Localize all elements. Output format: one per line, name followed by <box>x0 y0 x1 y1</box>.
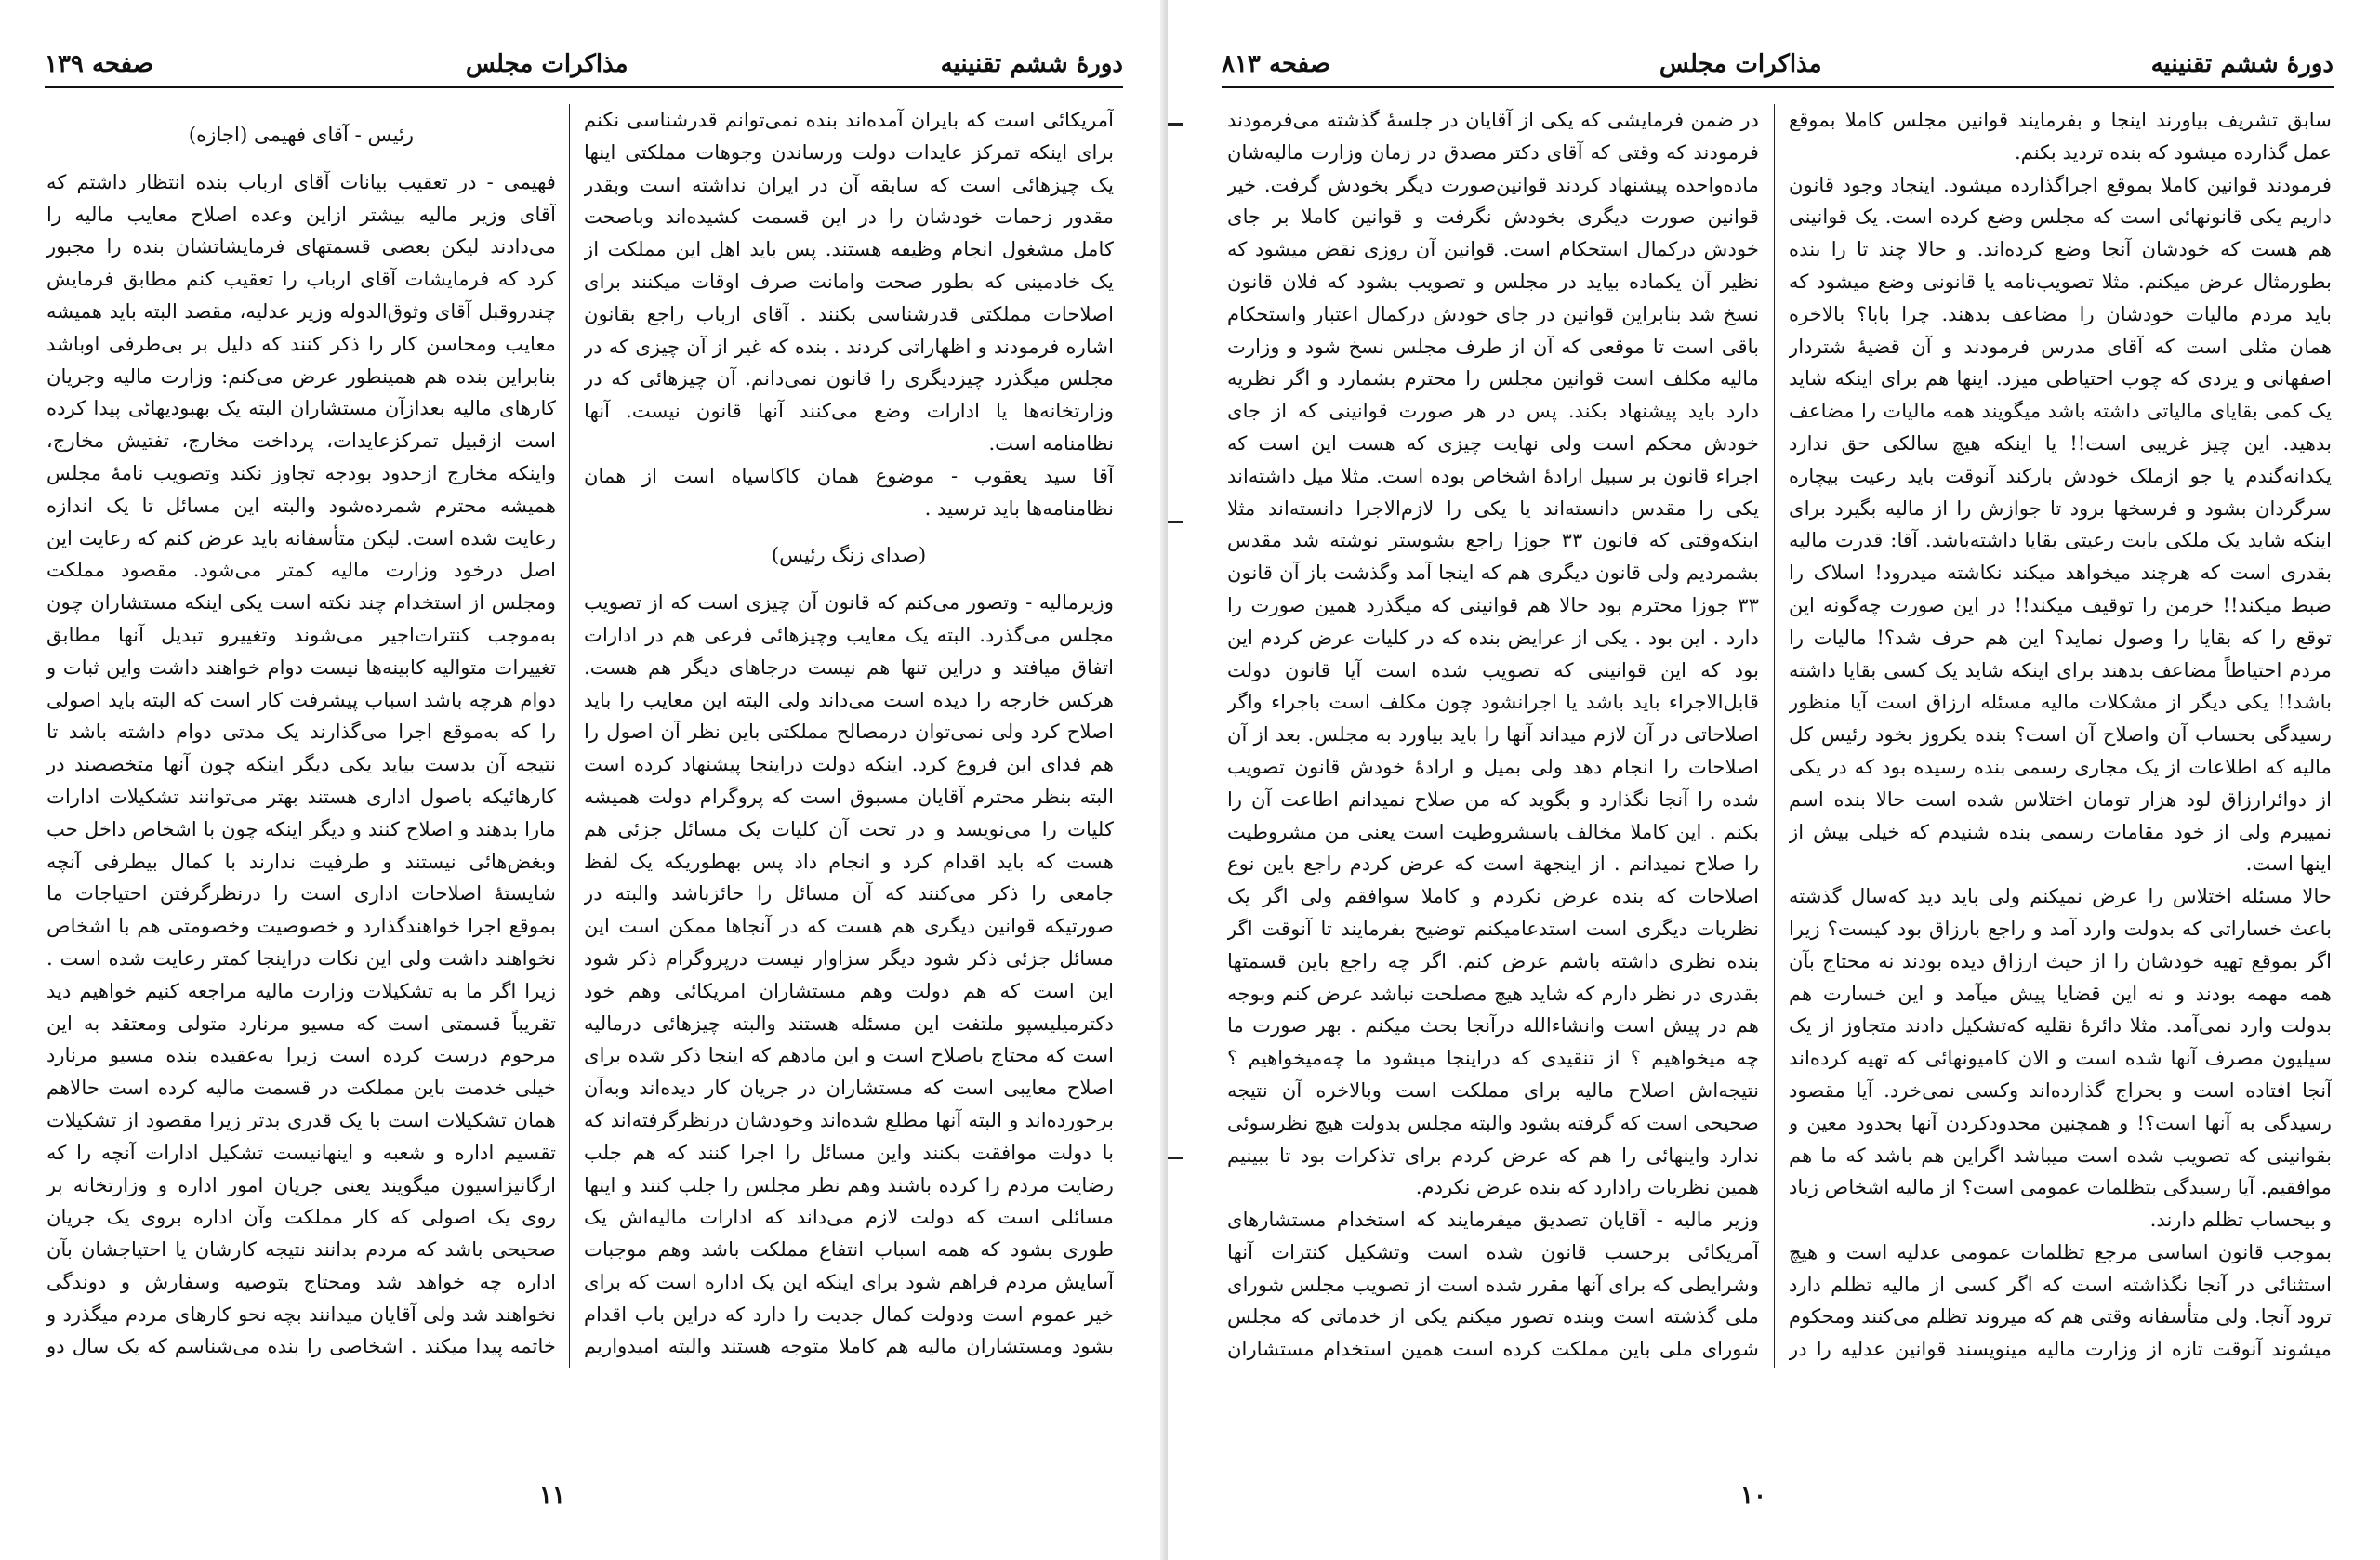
header-title: مذاکرات مجلس <box>465 50 628 78</box>
margin-mark <box>1168 123 1183 126</box>
left-page-header <box>45 45 1123 88</box>
paragraph: در ضمن فرمایشی که یکی از آقایان در جلسهٔ گذشته می‌فرمودند فرمودند که وقتی که آقای دکتر مصدق در زمان وزارت مالیه‌شان ماده‌واحده پیشنهاد کردند قوانین‌صورت دیگر بخودش گرفت. خیر قوانین صورت دیگری بخودش نگرفت و قوانین کاملا بر جای خودش درکمال استحکام است. قوانین آن روزی نقض میشود که نظیر آن یکماده بیاید در مجلس و تصویب بشود که فلان قانون نسخ شد بنابراین قوانین در جای خودش درکمال اعتبار واستحکام باقی است تا موقعی که آن از طرف مجلس نسخ شود و وزارت مالیه مکلف است قوانین مجلس را محترم بشمارد و اگر نظریه دارد باید پیشنهاد بکند. پس در هر صورت قوانینی که از جای خودش محکم است ولی نهایت چیزی که هست این است که اجراء قانون بر سبیل ارادهٔ اشخاص بوده است. مثلا میل داشته‌اند یکی را مقدس دانسته‌اند یا یکی را لازم‌الاجرا دانسته‌اند مثلا اینکه‌وقتی که قانون ۳۳ جوزا راجع بشوستر نوشته شد مقدس بشمردیم ولی قانون دیگری هم که اینجا آمد وگذشت باز آن قانون ۳۳ جوزا محترم بود حالا هم قوانینی که میگذرد همین صورت را دارد . این بود . یکی از عرایض بنده که در کلیات عرض کردم این بود که این قوانینی که تصویب شده است آیا قانون دولت قابل‌الاجراء باید باشد یا اجرانشود چون مکلف است باجراء واگر اصلاحاتی در آن لازم میداند آنها را باید بیاورد به مجلس. بعد از آن اصلاحات را انجام دهد ولی بمیل و ارادهٔ خودش قانون تصویب شده را آنجا نگذارد و بگوید که من صلاح نمیدانم اطاعت آن را بکنم . این کاملا مخالف باسشروطیت است یعنی من مشروطیت را صلاح نمیدانم . از اینجهة است که عرض کردم راجع باین نوع اصلاحات که بنده عرض نکردم و کاملا سوافقم ولی اگر یک نظریات دیگری است استدعامیکنم توضیح بفرمایند تا آنوقت اگر بنده نظری داشته باشم عرض کنم. اگر چه راجع باین قسمتها بقدری در نظر دارم که شاید هیچ مصلحت نباشد عرض کنم وبوجه هم در پیش است وانشاءالله درآنجا بحث میکنم . بهر صورت ما چه میخواهیم ؟ از تنقیدی که دراینجا میشود ما چه‌میخواهیم ؟ نتیجه‌اش اصلاح مالیه برای مملکت است وبالاخره آن نتیجه صحیحی است که گرفته بشود والبته مجلس بدولت هیچ نظرسوئی ندارد واینهائی را هم که عرض کردم برای تذکرات بود تا ببینیم همین نظریات رادارد که بنده عرض نکردم. <box>1227 108 1759 1199</box>
paragraph: بموجب قانون اساسی مرجع تظلمات عمومی عدلیه است و هیچ استثنائی در آنجا نگذاشته است که اگر کسی از مالیه تظلم دارد ترود آنجا. ولی متأسفانه وقتی هم که میروند تظلم می‌کنند ومحکوم میشوند آنوقت تازه از وزارت مالیه مینویسند قوانین عدلیه را در <box>1789 1239 2332 1361</box>
left-page-right-column <box>584 104 1114 1368</box>
page-number: ۱۰ <box>1740 1482 1766 1510</box>
column-divider <box>1774 104 1775 1368</box>
paragraph-centered: (صدای زنگ رئیس) <box>771 543 927 567</box>
paragraph: آمریکائی است که بایران آمده‌اند بنده نمی‌توانم قدرشناسی نکنم برای اینکه تمرکز عایدات دولت ورساندن وجوهات مملکتی اینها یک چیزهائی است که سابقه آن در ایران نداشته است وبقدر مقدور زحمات خودشان را در این قسمت کشیده‌اند وباصحت کامل مشغول انجام وظیفه هستند. پس باید اهل این مملکت از یک خادمینی که بطور صحت وامانت صرف اوقات میکنند برای اصلاحات مملکتی قدرشناسی بکنند . آقای ارباب راجع بقانون اشاره فرمودند و اظهاراتی کردند . بنده که غیر از آن چیزی که در مجلس میگذرد چیزدیگری را قانون نمی‌دانم. آن چیزهائی که در وزارتخانه‌ها یا ادارات وضع می‌کنند آنها قانون نیست. آنها نظامنامه است. <box>584 108 1114 455</box>
session-label: دورهٔ ششم تقنینیه <box>940 50 1123 78</box>
margin-mark <box>1168 1157 1183 1159</box>
header-title: مذاکرات مجلس <box>1659 50 1822 78</box>
right-page <box>1168 0 2380 1560</box>
header-page-label: صفحه ۱۳۹ <box>45 50 153 78</box>
paragraph: حالا مسئله اختلاس را عرض نمیکنم ولی باید دید که‌سال گذشته باعث خساراتی که بدولت وارد آمد و راجع بارزاق بود کیست؟ زیرا اگر بموقع تهیه خودشان را از حیث ارزاق دیده بودند نه محتاج بآن همه‌ مهمه بودند و نه این قضایا پیش میآمد و این خسارت هم بدولت وارد نمی‌آمد. مثلا دائرهٔ نقلیه که‌تشکیل دادند متجاوز از یک سیلیون مصرف آنها شده است و الان کامیونهائی که تهیه کرده‌اند آنجا افتاده است و بحراج گذارده‌اند وکسی نمی‌خرد. آیا مقصود رسیدگی به آنها است؟! و همچنین محدودکردن آنها بحدود معین و بقوانینی که تصویب شده است میباشد اگراین هم باشد که ما هم موافقیم. آیا رسیدگی بتظلمات عمومی است؟ از مالیه اشخاص زیاد و بیحساب تظلم دارند. <box>1789 884 2332 1232</box>
left-page <box>0 0 1168 1560</box>
paragraph: فرمودند قوانین کاملا بموقع اجراگذارده میشود. اینجاد وجود قانون داریم یکی قانونهائی است که مجلس وضع کرده است. یک قوانینی هم هست که خودشان آنجا وضع کرده‌اند. و حالا چند تا را بنده بطورمثال عرض میکنم. مثلا تصویب‌نامه یا قانونی وضع میشود که باید مردم مالیات خودشان را مضاعف بدهند. چرا بابا؟ بالاخره همان مثلی است که آقای مدرس فرمودند و آن قضیهٔ شتردار اصفهانی و یزدی که چوب احتیاطی میزد. اینها هم برای اینکه شاید یک کمی بقایای مالیاتی داشته باشد میگویند همه مالیات را مضاعف بدهید. این چیز غریبی است!! یا اینکه هیچ سالکی حق ندارد یکدانه‌گندم یا جو ازملک خودش بارکند آنوقت باید رعیت بیچاره سرگردان بشود و فرسخها برود تا جوازش را از مالیه بگیرد برای اینکه شاید یک ملکی بابت رعیتی بقایا داشته‌باشد. آقا: قدرت مالیه بقدری است که هرچند میخواهد میکند نکاشته میدرود! اسلاک را ضبط میکند!! خرمن را توقیف میکند!! در این صورت چه‌گونه این توقع را که بقایا را وصول نماید؟ این هم حرف شد؟! مالیات را مردم احتیاطاً مضاعف بدهند برای اینکه شاید یک کسی بقایا داشته باشد!! یکی دیگر از مشکلات مالیه مسئله ارزاق است آیا منظور رسیدگی بحساب آن واصلاح آن است؟ بنده یکروز بخود رئیس کل مالیه که اطلاعات از یک مجاری رسمی بنده رسیده بود که در یکی از دوائرارزاق لود هزار تومان اختلاس شده است حالا بنده اسم نمیبرم ولی از خود مقامات رسمی بنده شنیدم که خیلی بیش از اینها است. <box>1789 172 2332 876</box>
paragraph: سابق تشریف بیاورند اینجا و بفرمایند قوانین مجلس کاملا بموقع عمل گذارده میشود که بنده تردید بکنم. <box>1789 108 2332 164</box>
margin-mark <box>1168 521 1183 523</box>
column-divider <box>569 104 570 1368</box>
paragraph: وزیرمالیه - وتصور می‌کنم که قانون آن چیزی است که از تصویب مجلس می‌گذرد. البته یک معایب وچیزهائی فرعی هم در ادارات اتفاق میافتد و دراین تنها هم نیست درجاهای دیگر هم هست. هرکس خارجه را دیده است می‌داند ولی البته این معایب را باید اصلاح کرد ولی نمی‌توان درمصالح مملکتی باین نظر آن اصول را هم فدای این فروع کرد. اینکه دولت دراینجا پیشنهاد کرده است البته بنظر محترم آقایان مسبوق است که پروگرام دولت همیشه کلیات را می‌نویسد و در تحت آن کلیات یک مسائل جزئی هم هست که باید اقدام کرد و انجام داد پس بهطوریکه یک لفظ جامعی را ذکر می‌کنند که آن مسائل را حائزباشد والبته در صورتیکه قوانین دیگری هم هست که در آنجاها ممکن است این مسائل جزئی ذکر شود دیگر سزاوار نیست درپروگرام ذکر شود این است که هم دولت وهم مستشاران امریکائی وهم خود دکترمیلیسپو ملتفت این مسئله هستند والبته چیزهائی درمالیه است که محتاج باصلاح است و این مادهم که اینجا ذکر شده برای اصلاح معایبی است که مستشاران در جریان کار دیده‌اند وبه‌آن برخورده‌اند و البته آنها مطلع شده‌اند وخودشان درنظرگرفته‌اند که با دولت موافقت بکنند واین مسائل را اجرا کنند که هم جلب رضایت مردم را کرده باشند وهم نظر مجلس را جلب کنند و اینها مسائلی است که دولت لازم می‌داند که ادارات مالیه‌اش یک طوری بشود که همه اسباب انتفاع مملکت باشد وهم موجبات آسایش مردم فراهم شود برای اینکه این یک اداره است که برای خیر عموم است ودولت کمال جدیت را دارد که دراین باب اقدام بشود ومستشاران مالیه هم کاملا متوجه هستند والبته امیدواریم <box>584 590 1114 1358</box>
paragraph-centered: رئیس - آقای فهیمی (اجازه) <box>188 123 415 146</box>
session-label: دورهٔ ششم تقنینیه <box>2150 50 2334 78</box>
page-number: ۱۱ <box>539 1482 565 1510</box>
paragraph: آقا سید یعقوب - موضوع همان کاکاسیاه است از همان نظامنامه‌ها باید ترسید . <box>584 463 1114 520</box>
right-page-left-column <box>1227 104 1759 1368</box>
right-page-header <box>1222 45 2334 88</box>
paragraph: فهیمی - در تعقیب بیانات آقای ارباب بنده انتظار داشتم که آقای وزیر مالیه بیشتر ازاین وعده اصلاح معایب مالیه را می‌دادند لیکن بعضی قسمتهای فرمایشاتشان بنده را مجبور کرد که فرمایشات آقای ارباب را تعقیب کنم مطابق فرمایش چندروقبل آقای وثوق‌الدوله وزیر عدلیه، مقصد البته باید همیشه معایب ومحاسن کار را ذکر کنند که دلیل بر بی‌طرفی اوباشد بنابراین بنده هم همینطور عرض می‌کنم: وزارت مالیه وجریان کارهای مالیه بعدازآن مستشاران البته یک بهبودیهائی پیدا کرده است ازقبیل تمرکزعایدات، پرداخت مخارج، تفتیش مخارج، واینکه مخارج ازحدود بودجه تجاوز نکند وتصویب نامهٔ مجلس همیشه محترم شمرده‌شود والبته این مسائل تا یک اندازه رعایت شده است. لیکن متأسفانه باید عرض کنم که رعایت این اصل درخود وزارت مالیه کمتر می‌شود. مقصود مملکت ومجلس از استخدام چند نکته است یکی اینکه مستشاران چون به‌موجب کنترات‌اجیر می‌شوند وتغییرو تبدیل آنها مطابق تغییرات متوالیه کابینه‌ها نیست دوام خواهند داشت واین ثبات و دوام هرچه باشد اسباب پیشرفت کار است که البته باید اصولی را که به‌موقع اجرا می‌گذارند یک مدتی دوام داشته باشد تا نتیجه آن بدست بیاید یکی دیگر اینکه چون آنها متخصصند در کارهائیکه باصول اداری هستند بهتر می‌توانند تشکیلات ادارات مارا بدهند و اصلاح کنند و دیگر اینکه چون با اشخاص داخل حب وبغض‌هائی نیستند و طرفیت ندارند با کمال بیطرفی آنچه شایستهٔ اصلاحات اداری است را درنظرگرفتن احتیاجات ما بموقع اجرا خواهندگذارد و خصوصیت وخصومتی هم با اشخاص نخواهند داشت ولی این نکات دراینجا کمتر رعایت شده است . زیرا اگر ما به تشکیلات وزارت مالیه مراجعه کنیم خواهیم دید تقریباً قسمتی است که مسیو مرنارد متولی ومعتقد به این مرحوم درست کرده است زیرا به‌عقیده بنده مسیو مرنارد خیلی خدمت باین مملکت در قسمت مالیه کرده است حالاهم همان تشکیلات است با یک قدری بدتر زیرا مقصود از تشکیلات تقسیم اداره و شعبه و اینهانیست تشکیل ادارات آنچه را که ارگانیزاسیون میگویند یعنی جریان امور اداره و وزارتخانه بر روی یک اصولی که کار مملکت وآن اداره بروی یک جریان صحیحی باشد که مردم بدانند نتیجه کارشان یا احتیاجشان بآن اداره چه خواهد شد ومحتاج بتوصیه وسفارش و دوندگی نخواهند شد ولی آقایان میدانند بچه نحو کارهای مردم میگذرد و خاتمه پیدا میکند . اشخاصی را بنده می‌شناسم که یک سال دو <box>46 169 556 1358</box>
left-page-left-column <box>46 104 556 1368</box>
header-page-label: صفحه ۸۱۳ <box>1222 50 1330 78</box>
paragraph: وزیر مالیه - آقایان تصدیق میفرمایند که استخدام مستشارهای آمریکائی برحسب قانون شده است وتشکیل کنترات آنها وشرایطی که برای آنها مقرر شده است از تصویب مجلس شورای ملی گذشته است وبنده تصور میکنم یکی از خدماتی که مجلس شورای ملی باین مملکت کرده است همین استخدام مستشاران <box>1227 1208 1759 1361</box>
right-page-right-column <box>1789 104 2332 1368</box>
